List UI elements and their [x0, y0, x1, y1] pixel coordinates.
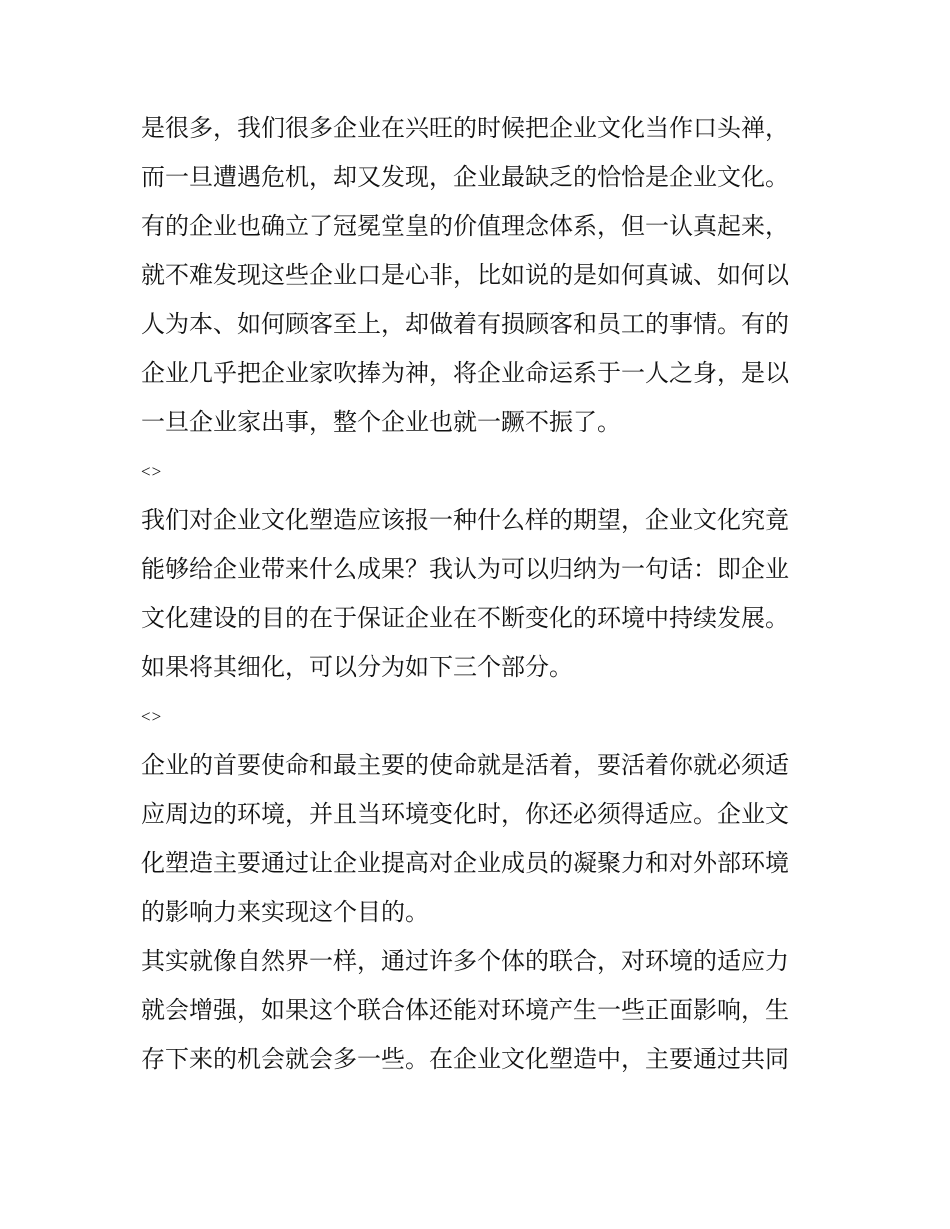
text-line: 的影响力来实现这个目的。 [141, 898, 429, 926]
text-line: 应周边的环境，并且当环境变化时，你还必须得适应。企业文 [141, 800, 789, 828]
text-line: 人为本、如何顾客至上，却做着有损顾客和员工的事情。有的 [141, 310, 789, 338]
text-line: 如果将其细化，可以分为如下三个部分。 [141, 653, 573, 681]
text-line: 就不难发现这些企业口是心非，比如说的是如何真诚、如何以 [141, 261, 789, 289]
text-line: 企业的首要使命和最主要的使命就是活着，要活着你就必须适 [141, 751, 789, 779]
text-line: 有的企业也确立了冠冕堂皇的价值理念体系，但一认真起来， [141, 212, 789, 240]
text-line: 其实就像自然界一样，通过许多个体的联合，对环境的适应力 [141, 947, 789, 975]
text-line: 一旦企业家出事，整个企业也就一蹶不振了。 [141, 408, 621, 436]
text-line: 存下来的机会就会多一些。在企业文化塑造中，主要通过共同 [141, 1045, 789, 1073]
text-line: 我们对企业文化塑造应该报一种什么样的期望，企业文化究竟 [141, 506, 789, 534]
body-text [141, 104, 813, 1084]
text-line: 是很多，我们很多企业在兴旺的时候把企业文化当作口头禅， [141, 114, 789, 142]
section-marker: <> [141, 462, 163, 481]
section-marker: <> [141, 707, 163, 726]
text-line: 就会增强，如果这个联合体还能对环境产生一些正面影响，生 [141, 996, 789, 1024]
text-line: 企业几乎把企业家吹捧为神，将企业命运系于一人之身，是以 [141, 359, 789, 387]
text-line: 能够给企业带来什么成果？我认为可以归纳为一句话：即企业 [141, 555, 789, 583]
text-line: 化塑造主要通过让企业提高对企业成员的凝聚力和对外部环境 [141, 849, 789, 877]
text-line: 而一旦遭遇危机，却又发现，企业最缺乏的恰恰是企业文化。 [141, 163, 789, 191]
text-line: 文化建设的目的在于保证企业在不断变化的环境中持续发展。 [141, 604, 789, 632]
